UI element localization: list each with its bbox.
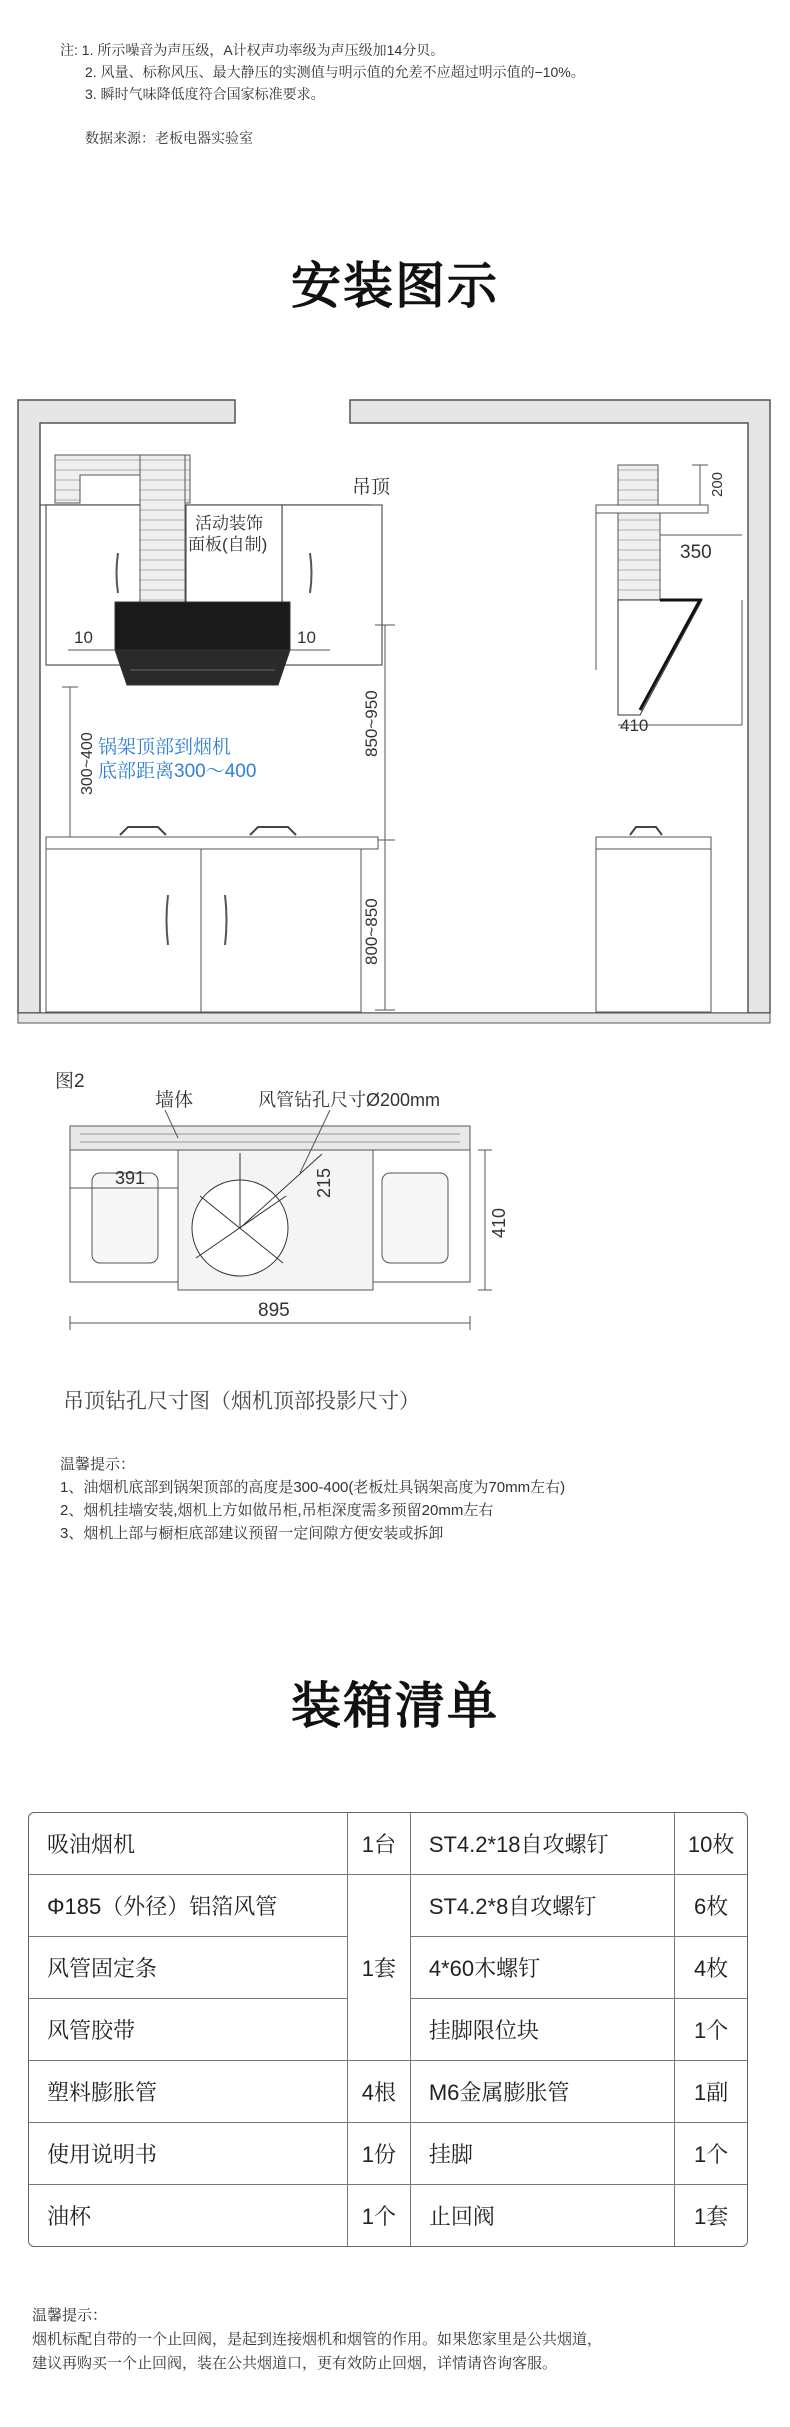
tips1-item: 2、烟机挂墙安装,烟机上方如做吊柜,吊柜深度需多预留20mm左右 <box>60 1502 494 1519</box>
item-name: 挂脚限位块 <box>411 1999 675 2061</box>
label-ceiling: 吊顶 <box>352 477 391 498</box>
base-cabinet-left <box>46 849 201 1012</box>
item-name: 风管固定条 <box>29 1937 348 1999</box>
ceiling-hole-diagram <box>0 1078 790 1378</box>
item-name: 吸油烟机 <box>29 1813 348 1875</box>
tips2-line-2: 建议再购买一个止回阀，装在公共烟道口，更有效防止回烟，详情请咨询客服。 <box>32 2355 558 2372</box>
label-cabinet-height: 800~850 <box>362 898 381 965</box>
installation-diagram <box>0 385 790 1065</box>
label-dim-left: 391 <box>115 1168 146 1188</box>
tips1-item: 3、烟机上部与橱柜底部建议预留一定间隙方便安装或拆卸 <box>60 1525 444 1542</box>
install-title: 安装图示 <box>291 258 499 314</box>
item-name: ST4.2*18自攻螺钉 <box>411 1813 675 1875</box>
tips2-heading: 温馨提示： <box>32 2307 108 2324</box>
label-blue-line-1: 锅架顶部到烟机 <box>98 737 232 758</box>
item-name: Φ185（外径）铝箔风管 <box>29 1875 348 1937</box>
label-hood-distance: 300~400 <box>79 732 96 795</box>
range-hood-panel <box>115 650 290 685</box>
label-range-height: 850~950 <box>362 690 381 757</box>
table-row <box>29 2185 747 2246</box>
table-row <box>29 1813 747 1875</box>
table-row <box>29 2061 747 2123</box>
note-line-2: 2. 风量、标称风压、最大静压的实测值与明示值的允差不应超过明示值的−10%。 <box>85 64 585 80</box>
item-qty: 1个 <box>348 2185 411 2246</box>
tips1-heading: 温馨提示： <box>60 1456 136 1473</box>
label-gap-left: 10 <box>74 628 93 647</box>
item-qty: 10枚 <box>675 1813 747 1875</box>
wall-strip <box>70 1126 470 1150</box>
item-name: 使用说明书 <box>29 2123 348 2185</box>
item-qty: 4根 <box>348 2061 411 2123</box>
label-dim-width: 895 <box>258 1300 290 1321</box>
table-row <box>29 2123 747 2185</box>
item-qty: 1台 <box>348 1813 411 1875</box>
label-gap-right: 10 <box>297 628 316 647</box>
label-blue-line-2: 底部距离300～400 <box>98 761 257 782</box>
item-name: 塑料膨胀管 <box>29 2061 348 2123</box>
label-wall: 墙体 <box>155 1090 194 1111</box>
label-panel-2: 面板(自制) <box>188 535 268 554</box>
side-duct-top <box>618 465 658 507</box>
base-cabinet-mid <box>201 849 361 1012</box>
range-hood-body <box>115 602 290 650</box>
label-side-width: 410 <box>620 716 649 735</box>
item-qty: 1份 <box>348 2123 411 2185</box>
countertop-left <box>46 837 378 849</box>
label-dim-depth: 410 <box>489 1207 509 1238</box>
figure2-caption: 吊顶钻孔尺寸图（烟机顶部投影尺寸） <box>63 1390 420 1413</box>
label-top-dim: 200 <box>709 471 726 497</box>
item-name: M6金属膨胀管 <box>411 2061 675 2123</box>
table-row <box>29 1875 747 1937</box>
data-source: 数据来源：老板电器实验室 <box>85 130 253 146</box>
item-qty: 1个 <box>675 1999 747 2061</box>
packing-title: 装箱清单 <box>291 1678 499 1734</box>
bin-right <box>382 1173 448 1263</box>
tips1-item: 1、油烟机底部到锅架顶部的高度是300-400(老板灶具锅架高度为70mm左右) <box>60 1479 566 1496</box>
side-base-cabinet <box>596 849 711 1012</box>
item-name: ST4.2*8自攻螺钉 <box>411 1875 675 1937</box>
item-name: 油杯 <box>29 2185 348 2246</box>
item-name: 止回阀 <box>411 2185 675 2246</box>
label-panel-1: 活动装饰 <box>195 514 263 533</box>
item-qty: 4枚 <box>675 1937 747 1999</box>
item-name: 挂脚 <box>411 2123 675 2185</box>
label-dim-mid: 215 <box>314 1167 334 1198</box>
item-qty: 1副 <box>675 2061 747 2123</box>
item-name: 风管胶带 <box>29 1999 348 2061</box>
item-name: 4*60木螺钉 <box>411 1937 675 1999</box>
label-depth-dim: 350 <box>680 542 712 563</box>
item-qty: 1套 <box>348 1875 411 2061</box>
item-qty: 1个 <box>675 2123 747 2185</box>
label-duct-size: 风管钻孔尺寸Ø200mm <box>258 1090 441 1110</box>
tips2-line-1: 烟机标配自带的一个止回阀，是起到连接烟机和烟管的作用。如果您家里是公共烟道， <box>32 2331 603 2348</box>
figure2-label: 图2 <box>55 1071 85 1092</box>
item-qty: 6枚 <box>675 1875 747 1937</box>
note-line-3: 3. 瞬时气味降低度符合国家标准要求。 <box>85 86 325 102</box>
packing-table <box>28 1812 748 2247</box>
note-line-1: 注: 1. 所示噪音为声压级，A计权声功率级为声压级加14分贝。 <box>60 42 445 58</box>
item-qty: 1套 <box>693 2204 729 2229</box>
